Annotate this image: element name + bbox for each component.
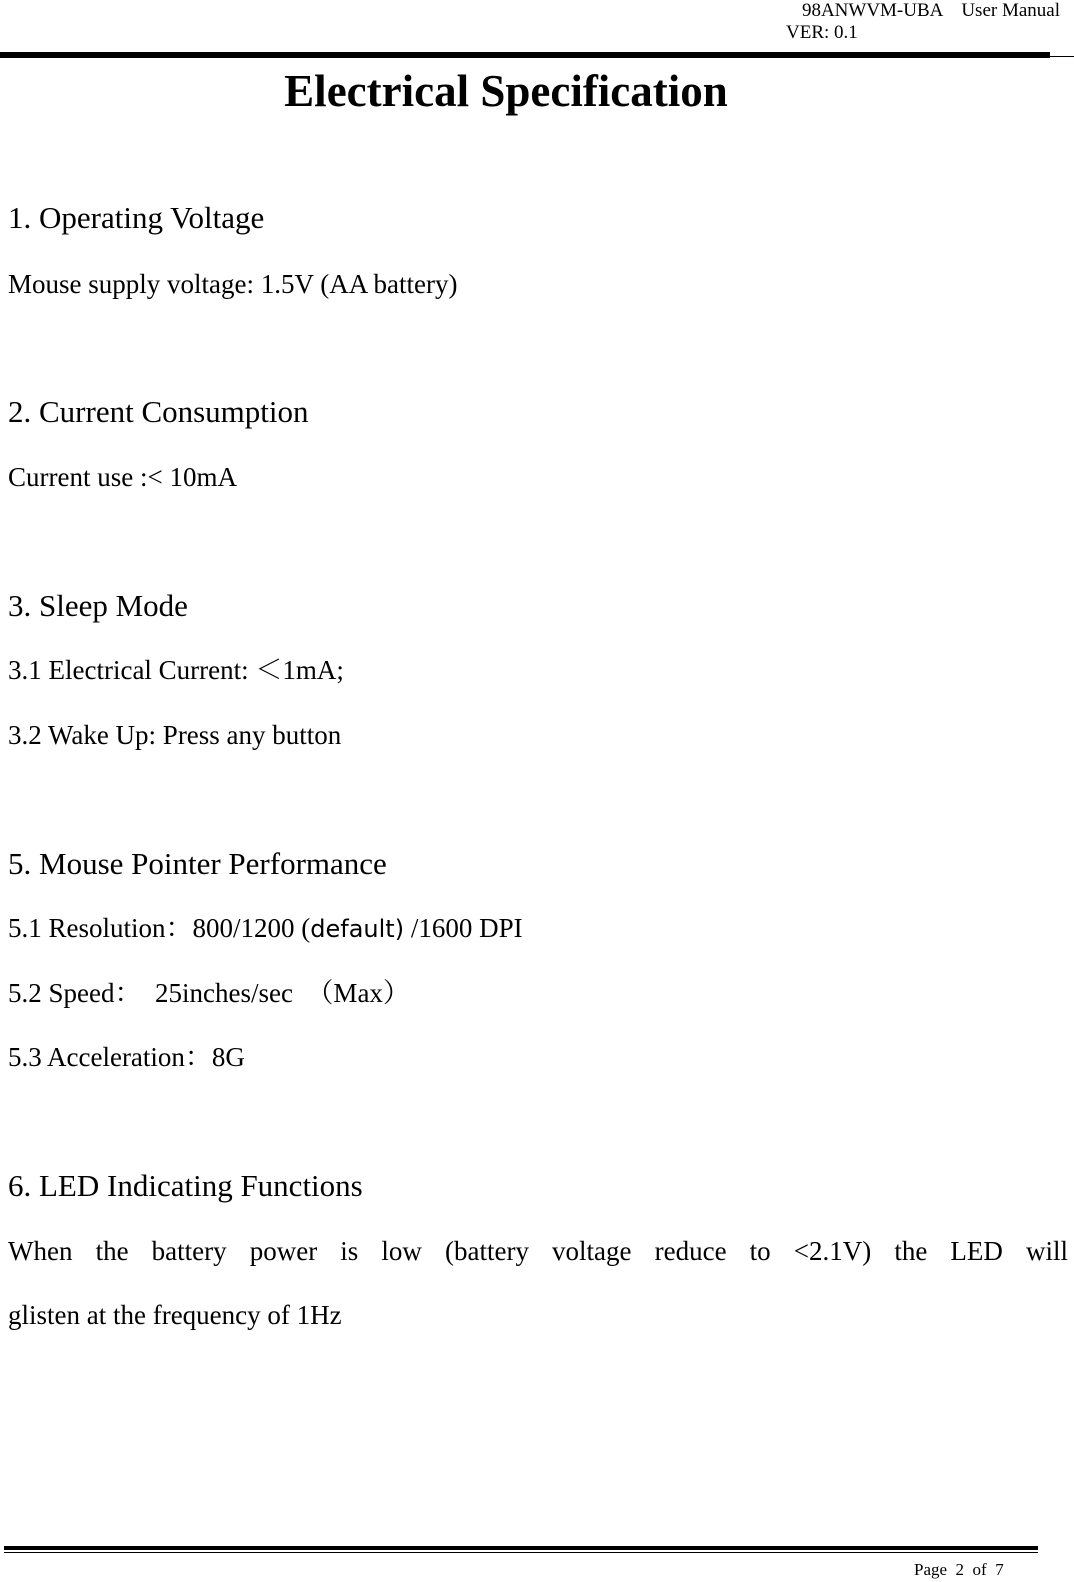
led-description-line2: glisten at the frequency of 1Hz: [8, 1300, 342, 1330]
header-rule-extension: [1050, 56, 1074, 57]
resolution-text-part1: 5.1 Resolution：800/1200 (: [8, 913, 311, 943]
footer-rule-thin: [4, 1552, 1038, 1553]
footer-rule: [4, 1546, 1038, 1550]
section-heading-led-functions: 6. LED Indicating Functions: [8, 1168, 363, 1203]
page-number: Page 2 of 7: [914, 1560, 1004, 1579]
section-heading-current-consumption: 2. Current Consumption: [8, 394, 309, 429]
page-title: Electrical Specification: [284, 66, 728, 116]
section-heading-operating-voltage: 1. Operating Voltage: [8, 200, 265, 235]
header-rule: [0, 52, 1050, 58]
acceleration-text: 5.3 Acceleration：8G: [8, 1042, 245, 1072]
resolution-text: [8, 912, 523, 945]
wake-up-text: 3.2 Wake Up: Press any button: [8, 720, 342, 750]
current-use-text: Current use :< 10mA: [8, 462, 237, 492]
led-description-line1: When the battery power is low (battery voltage reduce to <2.1V) the LED will: [8, 1236, 1068, 1266]
section-heading-sleep-mode: 3. Sleep Mode: [8, 588, 188, 623]
header-document-id: 98ANWVM-UBA User Manual: [801, 0, 1060, 21]
sleep-current-text: 3.1 Electrical Current: ＜1mA;: [8, 655, 344, 685]
header-version: VER: 0.1: [786, 22, 858, 43]
resolution-text-part3: /1600 DPI: [404, 913, 523, 943]
section-heading-pointer-performance: 5. Mouse Pointer Performance: [8, 846, 387, 881]
resolution-default-label: default): [310, 915, 405, 943]
speed-text: 5.2 Speed： 25inches/sec （Max）: [8, 978, 410, 1008]
supply-voltage-text: Mouse supply voltage: 1.5V (AA battery): [8, 269, 458, 299]
